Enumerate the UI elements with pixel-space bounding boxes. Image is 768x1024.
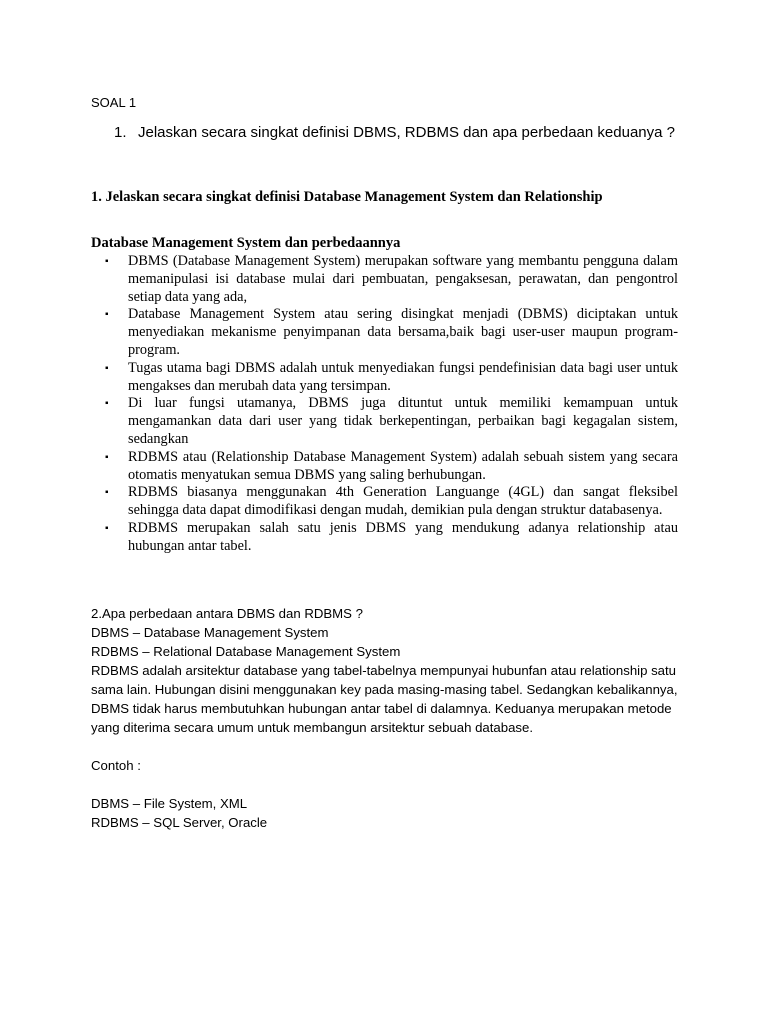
question-text: Jelaskan secara singkat definisi DBMS, RDBMS dan apa perbedaan keduanya ? xyxy=(138,124,675,141)
bullet-icon: ▪ xyxy=(105,398,109,410)
bullet-icon: ▪ xyxy=(105,487,109,499)
list-item-text: RDBMS biasanya menggunakan 4th Generation Languange (4GL) dan sangat fleksibel sehingga data dapat dimodifikasi dengan mudah, demikian pula dengan struktur databasenya. xyxy=(128,484,678,519)
question-1 xyxy=(114,124,675,141)
list-item-text: Tugas utama bagi DBMS adalah untuk menyediakan fungsi pendefinisian data bagi user untuk mengakses dan merubah data yang tersimpan. xyxy=(128,359,678,394)
bullet-icon: ▪ xyxy=(105,256,109,267)
spacer xyxy=(91,775,681,794)
example-label: Contoh : xyxy=(91,758,141,773)
section-2 xyxy=(91,604,681,832)
dbms-definition: DBMS – Database Management System xyxy=(91,625,329,640)
bullet-icon: ▪ xyxy=(105,522,109,534)
soal-label: SOAL 1 xyxy=(91,95,137,110)
list-item xyxy=(105,395,678,448)
section-2-question: 2.Apa perbedaan antara DBMS dan RDBMS ? xyxy=(91,606,363,621)
bullet-icon: ▪ xyxy=(105,362,109,374)
list-item-text: Di luar fungsi utamanya, DBMS juga dituntut untuk memiliki kemampuan untuk mengamankan data dari user yang tidak berkepentingan, perbaikan bagi kegagalan sistem, sedangkan xyxy=(128,395,678,447)
example-rdbms: RDBMS – SQL Server, Oracle xyxy=(91,815,268,830)
list-item xyxy=(105,484,678,520)
list-item-text: RDBMS atau (Relationship Database Management System) adalah sebuah sistem yang secara otomatis menyatukan semua DBMS yang saling berhubungan. xyxy=(128,448,678,483)
bullet-icon: ▪ xyxy=(105,309,109,321)
example-dbms: DBMS – File System, XML xyxy=(91,796,248,811)
list-item xyxy=(105,360,678,396)
list-item xyxy=(105,520,678,556)
spacer xyxy=(91,737,681,756)
answer-heading: 1. Jelaskan secara singkat definisi Database Management System dan Relationship xyxy=(91,189,603,205)
list-item-text: Database Management System atau sering disingkat menjadi (DBMS) diciptakan untuk menyediakan mekanisme penyimpanan data bersama,baik bagi user-user maupun program-program. xyxy=(128,306,678,358)
list-item xyxy=(105,306,678,359)
rdbms-definition: RDBMS – Relational Database Management System xyxy=(91,644,401,659)
list-item xyxy=(105,449,678,485)
bullet-icon: ▪ xyxy=(105,451,109,463)
bullet-list xyxy=(105,253,678,556)
comparison-paragraph: RDBMS adalah arsitektur database yang tabel-tabelnya mempunyai hubunfan atau relationship satu sama lain. Hubungan disini menggunakan key pada masing-masing tabel. Sedangkan kebalikannya, DBMS tidak harus membutuhkan hubungan antar tabel di dalamnya. Keduanya merupakan metode yang diterima secara umum untuk membangun arsitektur sebuah database. xyxy=(91,663,678,735)
list-item xyxy=(105,253,678,306)
list-item-text: RDBMS merupakan salah satu jenis DBMS yang mendukung adanya relationship atau hubungan antar tabel. xyxy=(128,519,678,554)
subheading: Database Management System dan perbedaannya xyxy=(91,235,401,251)
list-item-text: DBMS (Database Management System) merupakan software yang membantu pengguna dalam memanipulasi isi database mulai dari pembuatan, pengaksesan, perawatan, dan pengontrol setiap data yang ada, xyxy=(128,253,678,305)
question-number: 1. xyxy=(114,124,127,141)
